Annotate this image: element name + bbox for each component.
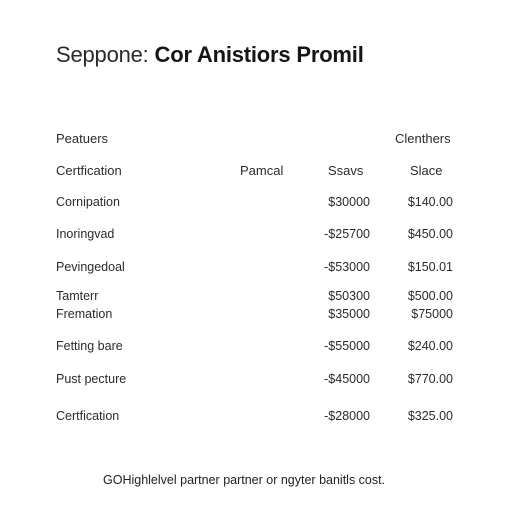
- column-header-slace: Slace: [410, 163, 443, 178]
- title-prefix: Seppone:: [56, 42, 155, 67]
- row-value-slace: $450.00: [407, 227, 453, 241]
- table-row: [0, 339, 512, 357]
- row-label: Fetting bare: [56, 339, 123, 353]
- column-header-ssavs: Ssavs: [328, 163, 364, 178]
- row-value-slace: $325.00: [407, 409, 453, 423]
- row-value-ssavs: -$25700: [324, 227, 370, 241]
- section-label-left: Peatuers: [56, 131, 109, 146]
- table-row: [0, 227, 512, 245]
- row-value-ssavs: -$28000: [324, 409, 370, 423]
- column-header-pamcal: Pamcal: [240, 163, 284, 178]
- footnote: GOHighlelvel partner partner or ngyter banitls cost.: [103, 473, 386, 487]
- row-label: Inoringvad: [56, 227, 115, 241]
- table-row: [0, 409, 512, 427]
- row-label: Cornipation: [56, 195, 120, 209]
- column-header-certification: Certfication: [56, 163, 122, 178]
- row-value-ssavs: -$55000: [324, 339, 370, 353]
- row-value-slace: $240.00: [407, 339, 453, 353]
- row-label: Tamterr: [56, 289, 99, 303]
- table-row: [0, 372, 512, 390]
- row-label: Certfication: [56, 409, 120, 423]
- row-label: Pevingedoal: [56, 260, 125, 274]
- table-row: [0, 260, 512, 278]
- table-row: [0, 307, 512, 325]
- title-main: Cor Anistiors Promil: [154, 42, 364, 67]
- row-label: Pust pecture: [56, 372, 127, 386]
- table-row: [0, 195, 512, 213]
- row-value-slace: $140.00: [407, 195, 453, 209]
- table-row: [0, 289, 512, 307]
- row-value-slace: $150.01: [407, 260, 453, 274]
- row-value-ssavs: $35000: [328, 307, 370, 321]
- section-label-right: Clenthers: [395, 131, 451, 146]
- row-value-ssavs: -$53000: [324, 260, 370, 274]
- row-value-slace: $500.00: [407, 289, 453, 303]
- row-value-ssavs: $50300: [328, 289, 370, 303]
- row-value-slace: $770.00: [407, 372, 453, 386]
- row-value-ssavs: -$45000: [324, 372, 370, 386]
- row-value-slace: $75000: [411, 307, 453, 321]
- document-title: [56, 42, 364, 68]
- row-label: Fremation: [56, 307, 113, 321]
- row-value-ssavs: $30000: [328, 195, 370, 209]
